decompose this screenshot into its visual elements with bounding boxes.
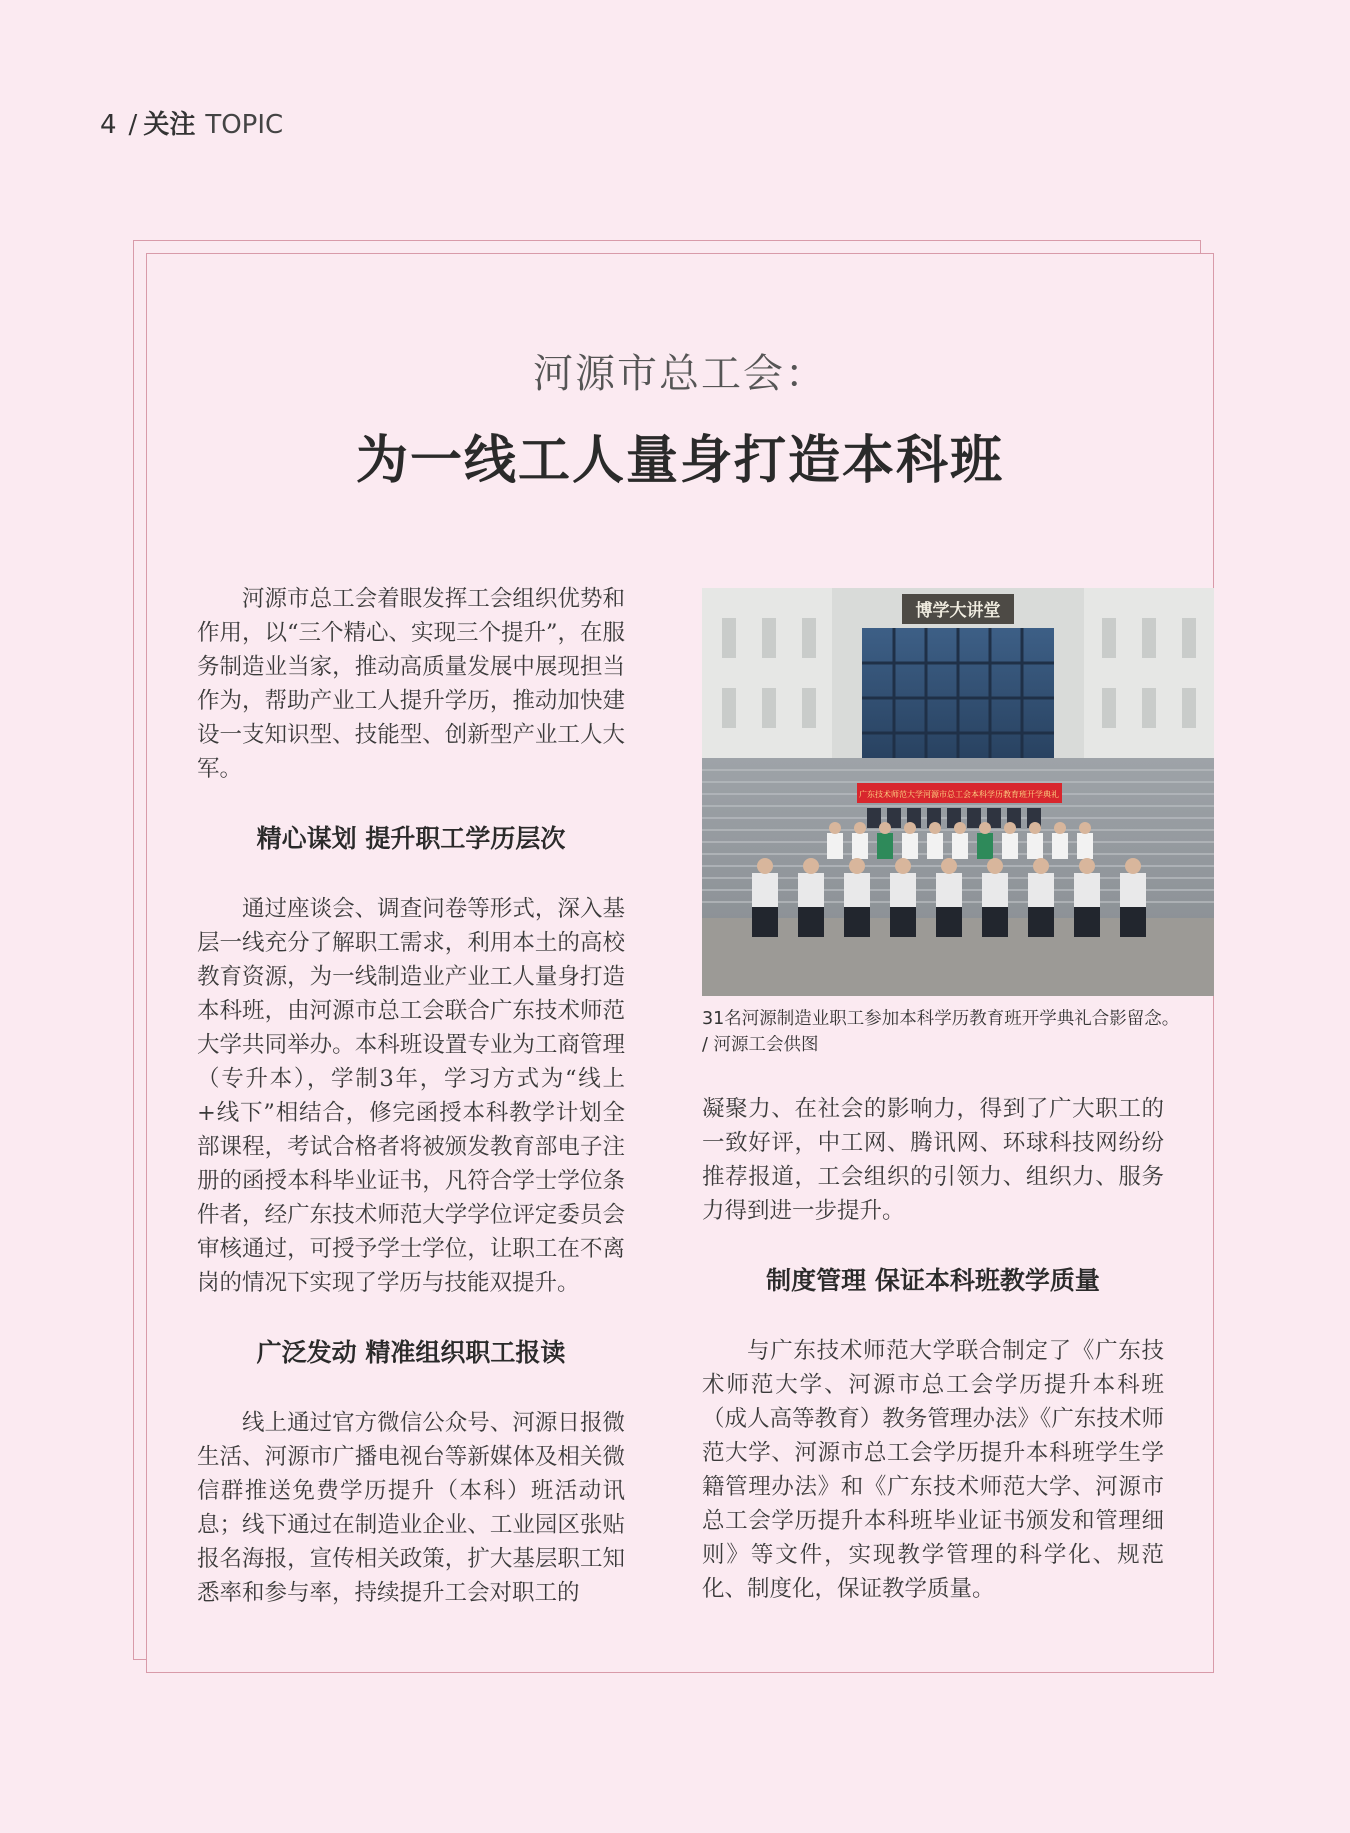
section-name-en: TOPIC: [205, 110, 284, 140]
section-heading-1: 精心谋划 提升职工学历层次: [256, 824, 566, 853]
right-column: [702, 1092, 1164, 1606]
page-header: [100, 104, 283, 141]
article-title: 为一线工人量身打造本科班: [355, 431, 1004, 491]
header-slash: /: [128, 110, 138, 140]
section-heading-2: 广泛发动 精准组织职工报读: [256, 1338, 566, 1367]
group-photo: [702, 588, 1214, 996]
section-1-paragraph: 通过座谈会、调查问卷等形式，深入基层一线充分了解职工需求，利用本土的高校教育资源，为一线制造业产业工人量身打造本科班，由河源市总工会联合广东技术师范大学共同举办。本科班设置专业为工商管理（专升本），学制3年，学习方式为“线上+线下”相结合，修完函授本科教学计划全部课程，考试合格者将被颁发教育部电子注册的函授本科毕业证书，凡符合学士学位条件者，经广东技术师范大学学位评定委员会审核通过，可授予学士学位，让职工在不离岗的情况下实现了学历与技能双提升。: [197, 896, 625, 1296]
section-2-paragraph: 线上通过官方微信公众号、河源日报微生活、河源市广播电视台等新媒体及相关微信群推送免费学历提升（本科）班活动讯息；线下通过在制造业企业、工业园区张贴报名海报，宣传相关政策，扩大基层职工知悉率和参与率，持续提升工会对职工的: [197, 1410, 625, 1606]
intro-paragraph: 河源市总工会着眼发挥工会组织优势和作用，以“三个精心、实现三个提升”，在服务制造业当家，推动高质量发展中展现担当作为，帮助产业工人提升学历，推动加快建设一支知识型、技能型、创新型产业工人大军。: [197, 586, 626, 782]
article-subtitle: 河源市总工会：: [533, 351, 827, 397]
left-column: [197, 582, 625, 1610]
section-name-cn: 关注: [143, 110, 196, 140]
photo-caption-text: 31名河源制造业职工参加本科学历教育班开学典礼合影留念。: [702, 1009, 1180, 1029]
hall-sign-text: 博学大讲堂: [915, 601, 1001, 621]
ceremony-banner-text: 广东技术师范大学河源市总工会本科学历教育班开学典礼: [859, 790, 1059, 799]
section-3-paragraph: 与广东技术师范大学联合制定了《广东技术师范大学、河源市总工会学历提升本科班（成人高等教育）教务管理办法》《广东技术师范大学、河源市总工会学历提升本科班学生学籍管理办法》和《广东技术师范大学、河源市总工会学历提升本科班毕业证书颁发和管理细则》等文件，实现教学管理的科学化、规范化、制度化，保证教学质量。: [702, 1338, 1164, 1602]
section-heading-3: 制度管理 保证本科班教学质量: [766, 1266, 1100, 1295]
photo-credit: / 河源工会供图: [702, 1035, 819, 1055]
continued-paragraph: 凝聚力、在社会的影响力，得到了广大职工的一致好评，中工网、腾讯网、环球科技网纷纷推荐报道，工会组织的引领力、组织力、服务力得到进一步提升。: [702, 1096, 1164, 1224]
page-number: 4: [100, 110, 117, 140]
photo-caption: [702, 1006, 1214, 1058]
